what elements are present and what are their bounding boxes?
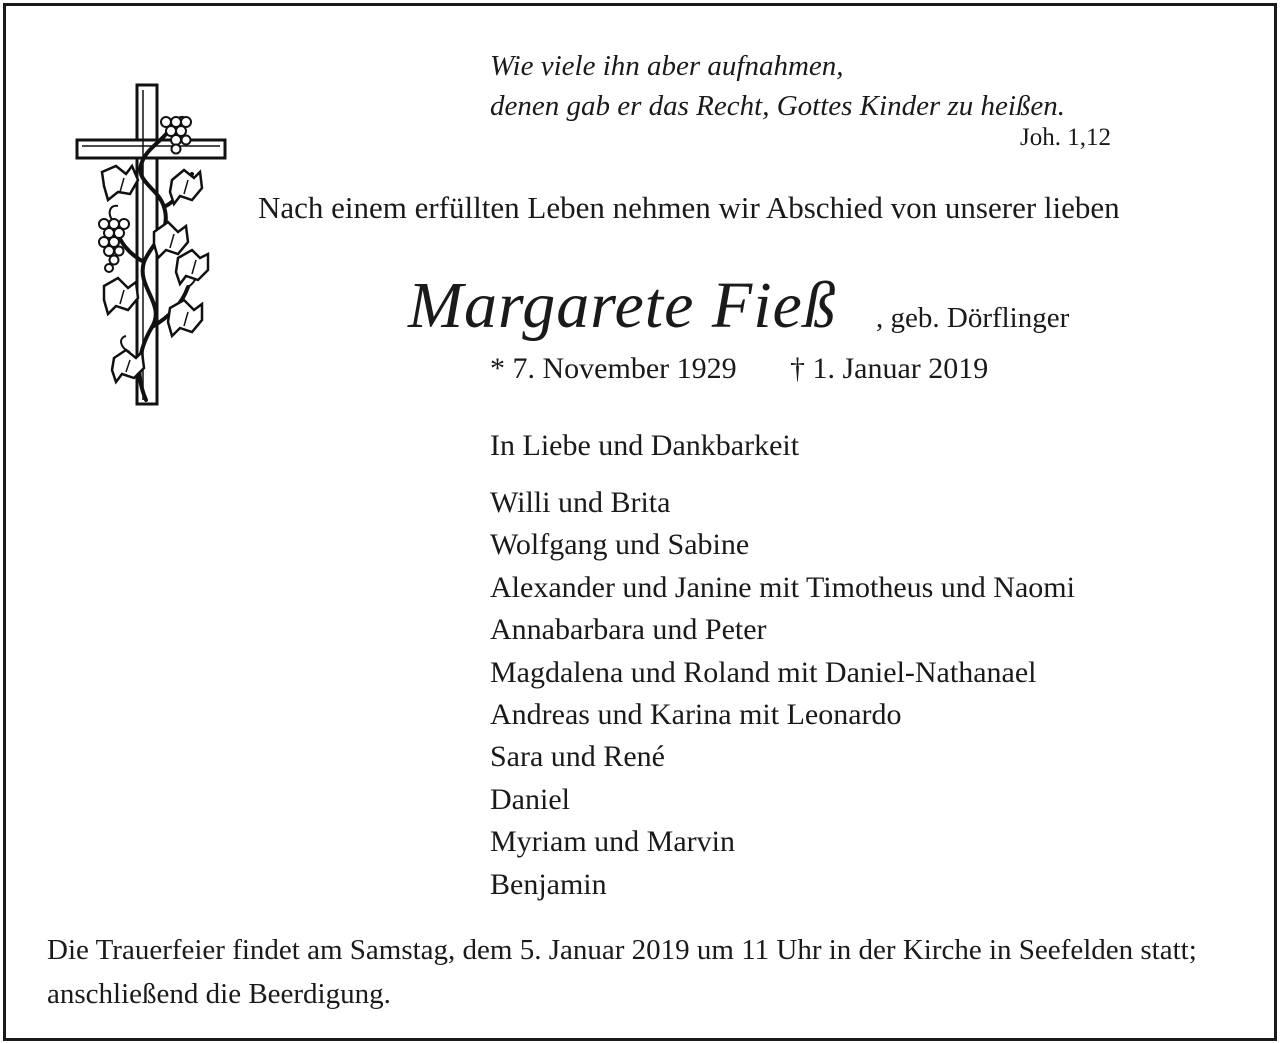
mourner-entry: Daniel [490,782,570,816]
birth-date: * 7. November 1929 [490,352,737,385]
cross-with-grapevine-icon [74,82,228,408]
mourner-entry: Magdalena und Roland mit Daniel-Nathanael [490,655,1037,689]
funeral-notice: Die Trauerfeier findet am Samstag, dem 5. Januar 2019 um 11 Uhr in der Kirche in Seefelden statt; anschließend die Beerdigung. [47,934,1197,1010]
maiden-name: , geb. Dörflinger [876,302,1070,334]
deceased-name: Margarete Fieß [408,269,837,342]
mourner-entry: Sara und René [490,740,665,774]
mourner-entry: Myriam und Marvin [490,825,735,859]
mourner-entry: Annabarbara und Peter [490,613,767,647]
verse-line-2: denen gab er das Recht, Gottes Kinder zu heißen. [490,90,1066,122]
mourner-entry: Willi und Brita [490,486,671,519]
intro-text: Nach einem erfüllten Leben nehmen wir Abschied von unserer lieben [258,190,1120,225]
mourner-entry: Benjamin [490,867,607,901]
mourner-entry: Alexander und Janine mit Timotheus und Naomi [490,570,1075,604]
verse-reference: Joh. 1,12 [1020,124,1111,151]
verse-line-1: Wie viele ihn aber aufnahmen, [490,50,844,82]
death-date: † 1. Januar 2019 [790,352,989,385]
mourner-entry: Wolfgang und Sabine [490,528,750,562]
closing-text: In Liebe und Dankbarkeit [490,429,800,462]
mourners-list [490,482,1075,906]
mourner-entry: Andreas und Karina mit Leonardo [490,698,902,732]
